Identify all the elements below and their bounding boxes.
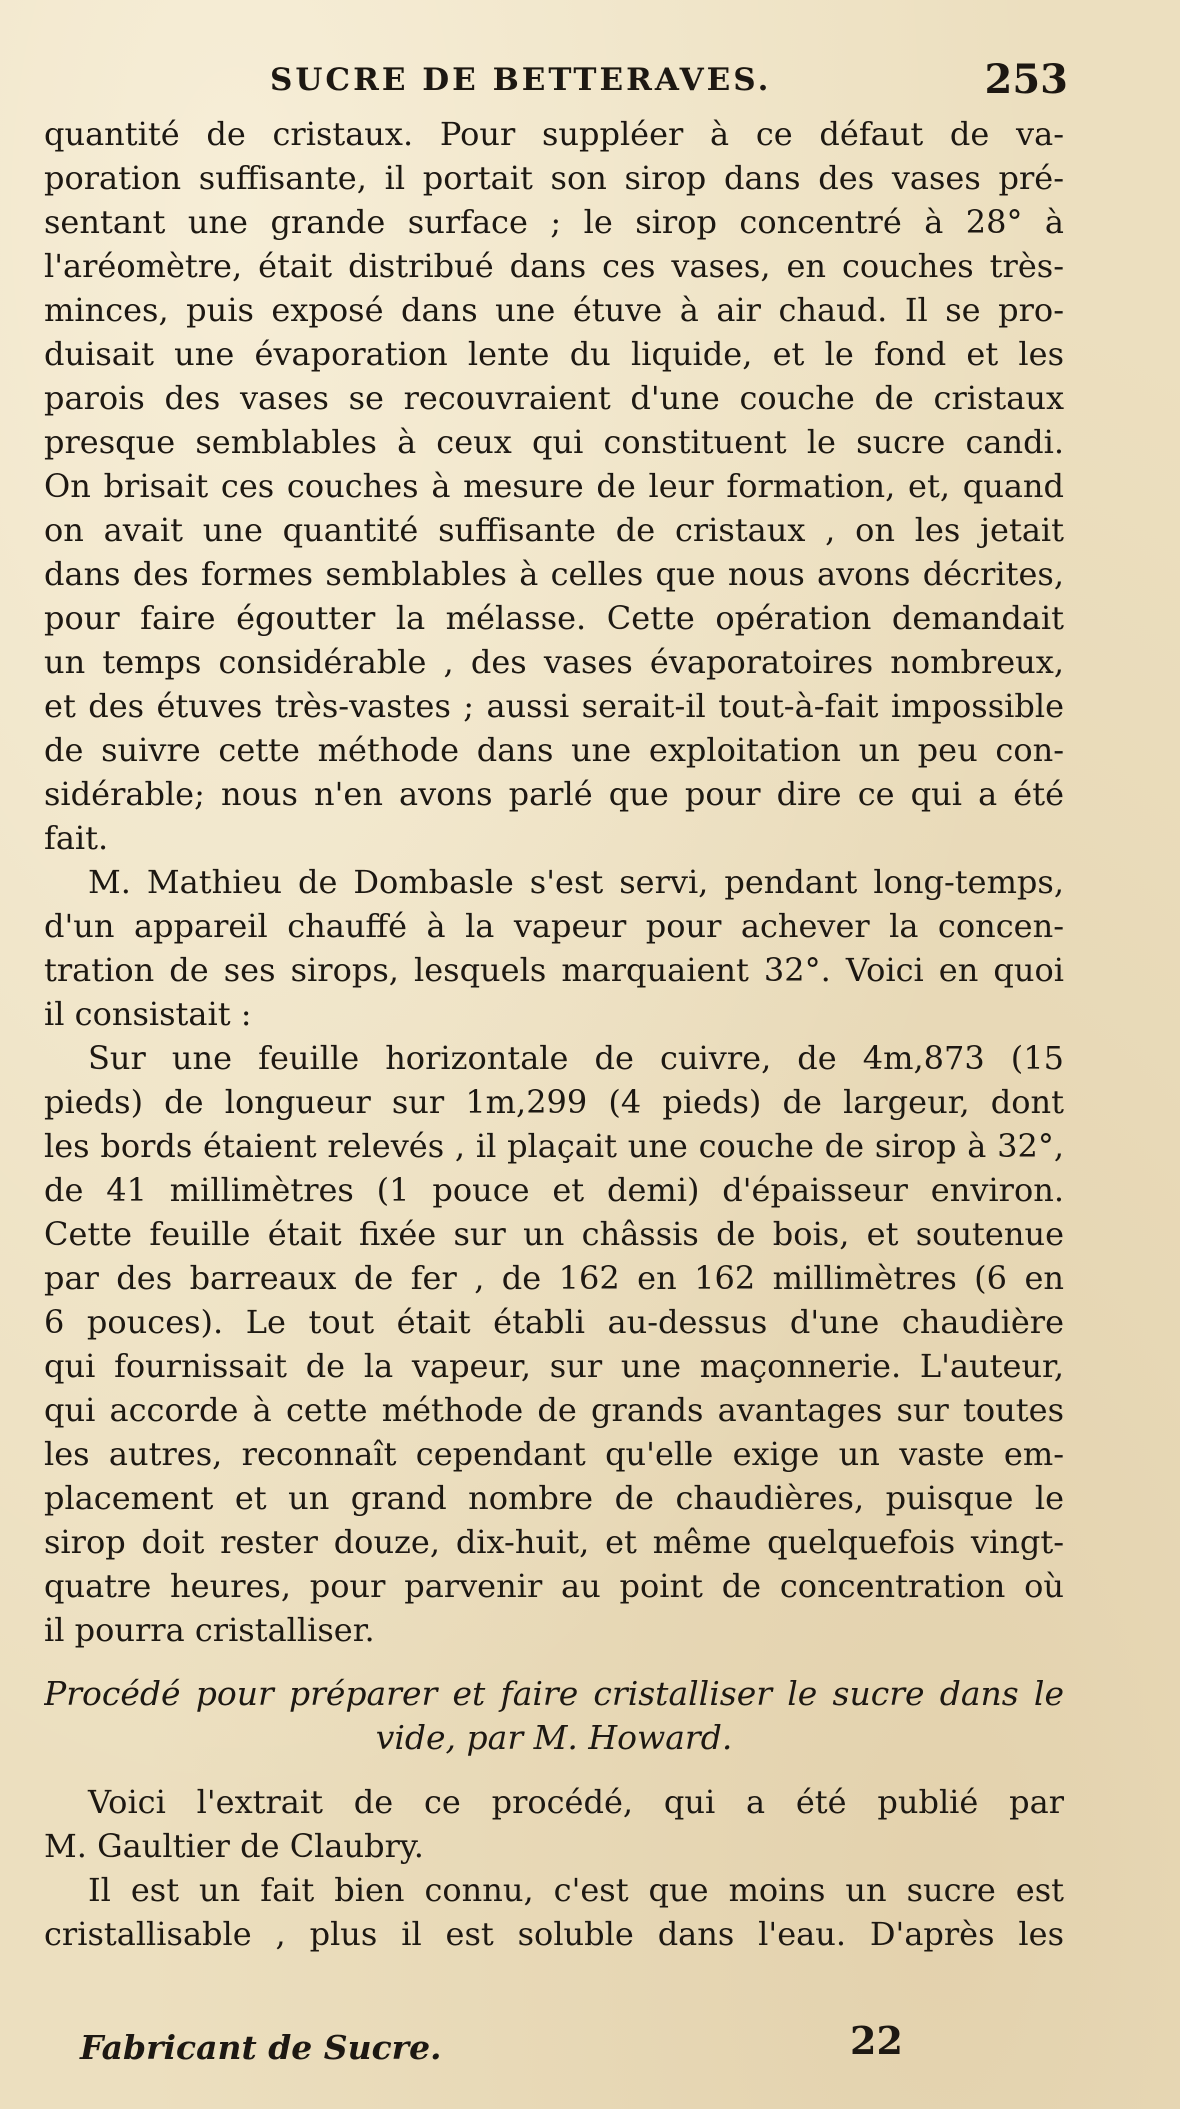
text-line: qui accorde à cette méthode de grands avantages sur toutes [44,1391,1064,1429]
text-line: par des barreaux de fer , de 162 en 162 millimètres (6 en [44,1259,1064,1297]
text-line: sidérable; nous n'en avons parlé que pour dire ce qui a été [44,775,1064,813]
text-line: tration de ses sirops, lesquels marquaient 32°. Voici en quoi [44,951,1064,989]
text-line: 6 pouces). Le tout était établi au-dessus d'une chaudière [44,1303,1064,1341]
text-line: On brisait ces couches à mesure de leur formation, et, quand [44,467,1064,505]
text-line: Il est un fait bien connu, c'est que moins un sucre est [88,1871,1064,1909]
text-line: sentant une grande surface ; le sirop concentré à 28° à [44,203,1064,241]
text-line: de suivre cette méthode dans une exploitation un peu con- [44,731,1064,769]
text-line: il consistait : [44,995,252,1033]
paragraph-2 [44,860,1064,1036]
text-line: fait. [44,819,109,857]
text-line: il pourra cristalliser. [44,1611,375,1649]
section-heading-line-2: vide, par M. Howard. [375,1718,733,1757]
text-line: quantité de cristaux. Pour suppléer à ce défaut de va- [44,115,1064,153]
text-line: Voici l'extrait de ce procédé, qui a été publié par [88,1783,1064,1821]
text-line: de 41 millimètres (1 pouce et demi) d'épaisseur environ. [44,1171,1064,1209]
text-line: pour faire égoutter la mélasse. Cette opération demandait [44,599,1064,637]
text-line: cristallisable , plus il est soluble dans l'eau. D'après les [44,1915,1064,1953]
text-line: l'aréomètre, était distribué dans ces vases, en couches très- [44,247,1064,285]
text-line: d'un appareil chauffé à la vapeur pour achever la concen- [44,907,1064,945]
text-line: parois des vases se recouvraient d'une couche de cristaux [44,379,1064,417]
paragraph-1 [44,112,1064,860]
sheet-number: 22 [850,2018,903,2063]
text-line: poration suffisante, il portait son sirop dans des vases pré- [44,159,1064,197]
text-line: un temps considérable , des vases évaporatoires nombreux, [44,643,1064,681]
text-line: dans des formes semblables à celles que nous avons décrites, [44,555,1064,593]
text-line: Cette feuille était fixée sur un châssis de bois, et soutenue [44,1215,1064,1253]
spacer [44,1760,1064,1780]
spacer [44,1652,1064,1672]
section-heading [44,1672,1064,1760]
paragraph-5 [44,1868,1064,1956]
text-line: on avait une quantité suffisante de cristaux , on les jetait [44,511,1064,549]
footer-signature: Fabricant de Sucre. [80,2028,442,2067]
text-line: et des étuves très-vastes ; aussi serait-il tout-à-fait impossible [44,687,1064,725]
text-line: Sur une feuille horizontale de cuivre, de 4m,873 (15 [88,1039,1064,1077]
text-line: pieds) de longueur sur 1m,299 (4 pieds) de largeur, dont [44,1083,1064,1121]
text-line: minces, puis exposé dans une étuve à air chaud. Il se pro- [44,291,1064,329]
paragraph-4 [44,1780,1064,1868]
page-number: 253 [984,56,1068,103]
running-head [0,56,1180,112]
text-line: placement et un grand nombre de chaudières, puisque le [44,1479,1064,1517]
text-line: qui fournissait de la vapeur, sur une maçonnerie. L'auteur, [44,1347,1064,1385]
body-text [44,112,1064,1956]
text-line: M. Gaultier de Claubry. [44,1827,424,1865]
text-line: les autres, reconnaît cependant qu'elle exige un vaste em- [44,1435,1064,1473]
running-title: SUCRE DE BETTERAVES. [270,62,772,98]
text-line: sirop doit rester douze, dix-huit, et même quelquefois vingt- [44,1523,1064,1561]
text-line: duisait une évaporation lente du liquide, et le fond et les [44,335,1064,373]
text-line: M. Mathieu de Dombasle s'est servi, pendant long-temps, [88,863,1064,901]
section-heading-line-1: Procédé pour préparer et faire cristalliser le sucre dans le [44,1674,1064,1713]
paragraph-3 [44,1036,1064,1652]
page-footer [0,2018,1180,2078]
text-line: les bords étaient relevés , il plaçait une couche de sirop à 32°, [44,1127,1064,1165]
text-line: quatre heures, pour parvenir au point de concentration où [44,1567,1064,1605]
text-line: presque semblables à ceux qui constituent le sucre candi. [44,423,1064,461]
